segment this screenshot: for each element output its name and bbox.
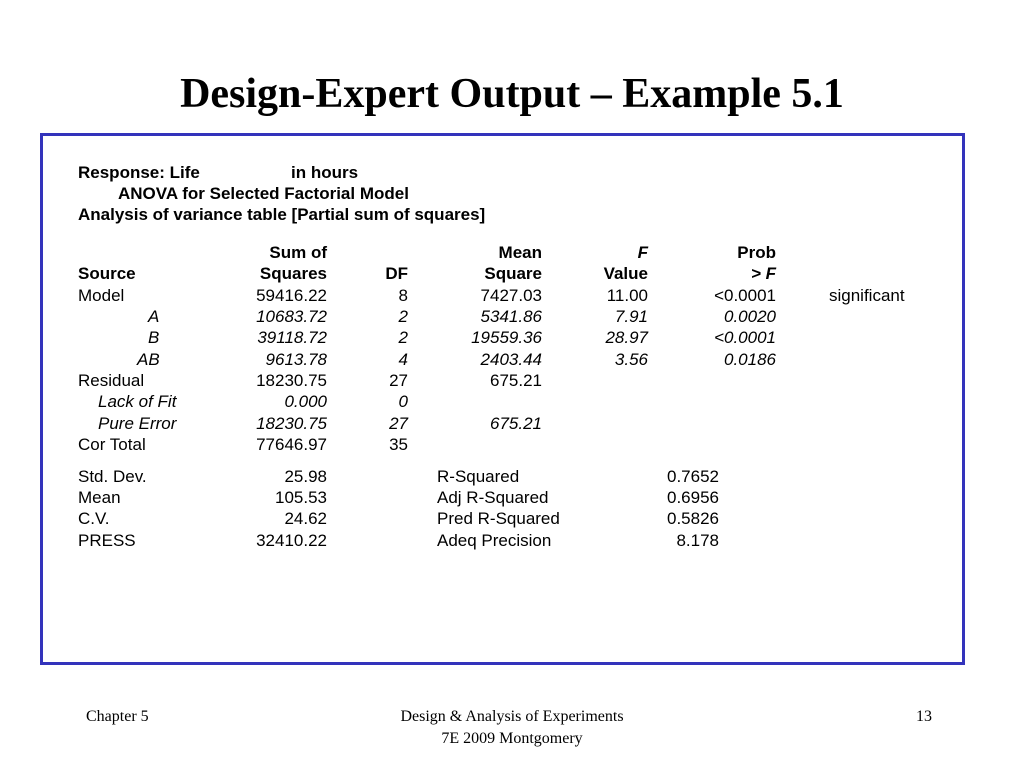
row-ab-df: 4: [398, 350, 408, 369]
footer-chapter: Chapter 5: [86, 708, 149, 725]
model-line: ANOVA for Selected Factorial Model: [118, 184, 409, 203]
col-source: Source: [78, 264, 136, 283]
footer-book-line1: Design & Analysis of Experiments: [400, 708, 624, 725]
col-p-bottom: > F: [750, 264, 776, 283]
stat-label: R-Squared: [437, 467, 520, 486]
row-a-ss: 10683.72: [256, 307, 327, 326]
row-ab-ms: 2403.44: [480, 350, 542, 369]
col-f-bottom: Value: [603, 264, 648, 283]
row-model-p: <0.0001: [714, 286, 776, 305]
col-ms-top: Mean: [498, 243, 542, 262]
row-lackoffit-df: 0: [398, 392, 408, 411]
stat-label: Adj R-Squared: [437, 488, 549, 507]
row-pureerror-ms: 675.21: [490, 414, 542, 433]
row-b-ms: 19559.36: [471, 328, 542, 347]
stat-value: 8.178: [676, 531, 719, 550]
row-cortotal-df: 35: [389, 435, 408, 454]
row-ab-source: AB: [137, 350, 160, 369]
analysis-line: Analysis of variance table [Partial sum of squares]: [78, 205, 486, 224]
stat-value: 0.6956: [667, 488, 719, 507]
row-lackoffit-ss: 0.000: [284, 392, 327, 411]
row-cortotal-source: Cor Total: [78, 435, 146, 454]
row-pureerror-df: 27: [389, 414, 408, 433]
row-lackoffit-source: Lack of Fit: [98, 392, 177, 411]
row-a-ms: 5341.86: [480, 307, 542, 326]
stat-label: Std. Dev.: [78, 467, 147, 486]
response-unit: in hours: [291, 163, 359, 182]
stat-label: Pred R-Squared: [437, 509, 560, 528]
footer-book: [312, 706, 712, 750]
row-pureerror-source: Pure Error: [98, 414, 177, 433]
stat-label: Adeq Precision: [437, 531, 552, 550]
stat-value: 24.62: [284, 509, 327, 528]
col-p-top: Prob: [737, 243, 776, 262]
stat-value: 32410.22: [256, 531, 327, 550]
row-residual-ss: 18230.75: [256, 371, 327, 390]
stat-value: 25.98: [284, 467, 327, 486]
row-model-f: 11.00: [606, 286, 648, 305]
col-df: DF: [385, 264, 408, 283]
col-ms-bottom: Square: [484, 264, 542, 283]
row-b-df: 2: [398, 328, 408, 347]
row-cortotal-ss: 77646.97: [256, 435, 327, 454]
row-a-p: 0.0020: [724, 307, 776, 326]
col-f-top: F: [637, 243, 648, 262]
row-b-source: B: [148, 328, 160, 347]
stat-value: 105.53: [275, 488, 327, 507]
row-residual-source: Residual: [78, 371, 145, 390]
stat-label: Mean: [78, 488, 121, 507]
row-residual-df: 27: [389, 371, 408, 390]
stat-label: PRESS: [78, 531, 136, 550]
stat-label: C.V.: [78, 509, 110, 528]
row-pureerror-ss: 18230.75: [256, 414, 327, 433]
col-ss-top: Sum of: [269, 243, 327, 262]
row-a-source: A: [148, 307, 160, 326]
row-model-ms: 7427.03: [480, 286, 542, 305]
slide-title: Design-Expert Output – Example 5.1: [180, 71, 844, 117]
row-residual-ms: 675.21: [490, 371, 542, 390]
footer-book-line2: 7E 2009 Montgomery: [441, 730, 583, 747]
stat-value: 0.7652: [667, 467, 719, 486]
row-ab-ss: 9613.78: [265, 350, 327, 369]
row-b-f: 28.97: [605, 328, 648, 347]
response-label: Response: Life: [78, 163, 200, 182]
row-a-df: 2: [398, 307, 408, 326]
row-b-p: <0.0001: [714, 328, 776, 347]
row-ab-f: 3.56: [614, 350, 648, 369]
stat-value: 0.5826: [667, 509, 719, 528]
row-model-df: 8: [398, 286, 408, 305]
row-model-ss: 59416.22: [256, 286, 327, 305]
output-panel: [40, 133, 965, 665]
row-b-ss: 39118.72: [257, 328, 327, 347]
row-ab-p: 0.0186: [724, 350, 776, 369]
row-a-f: 7.91: [614, 307, 648, 326]
col-ss-bottom: Squares: [259, 264, 327, 283]
row-model-source: Model: [78, 286, 125, 305]
footer-page-number: 13: [916, 708, 932, 725]
row-model-note: significant: [829, 286, 905, 305]
